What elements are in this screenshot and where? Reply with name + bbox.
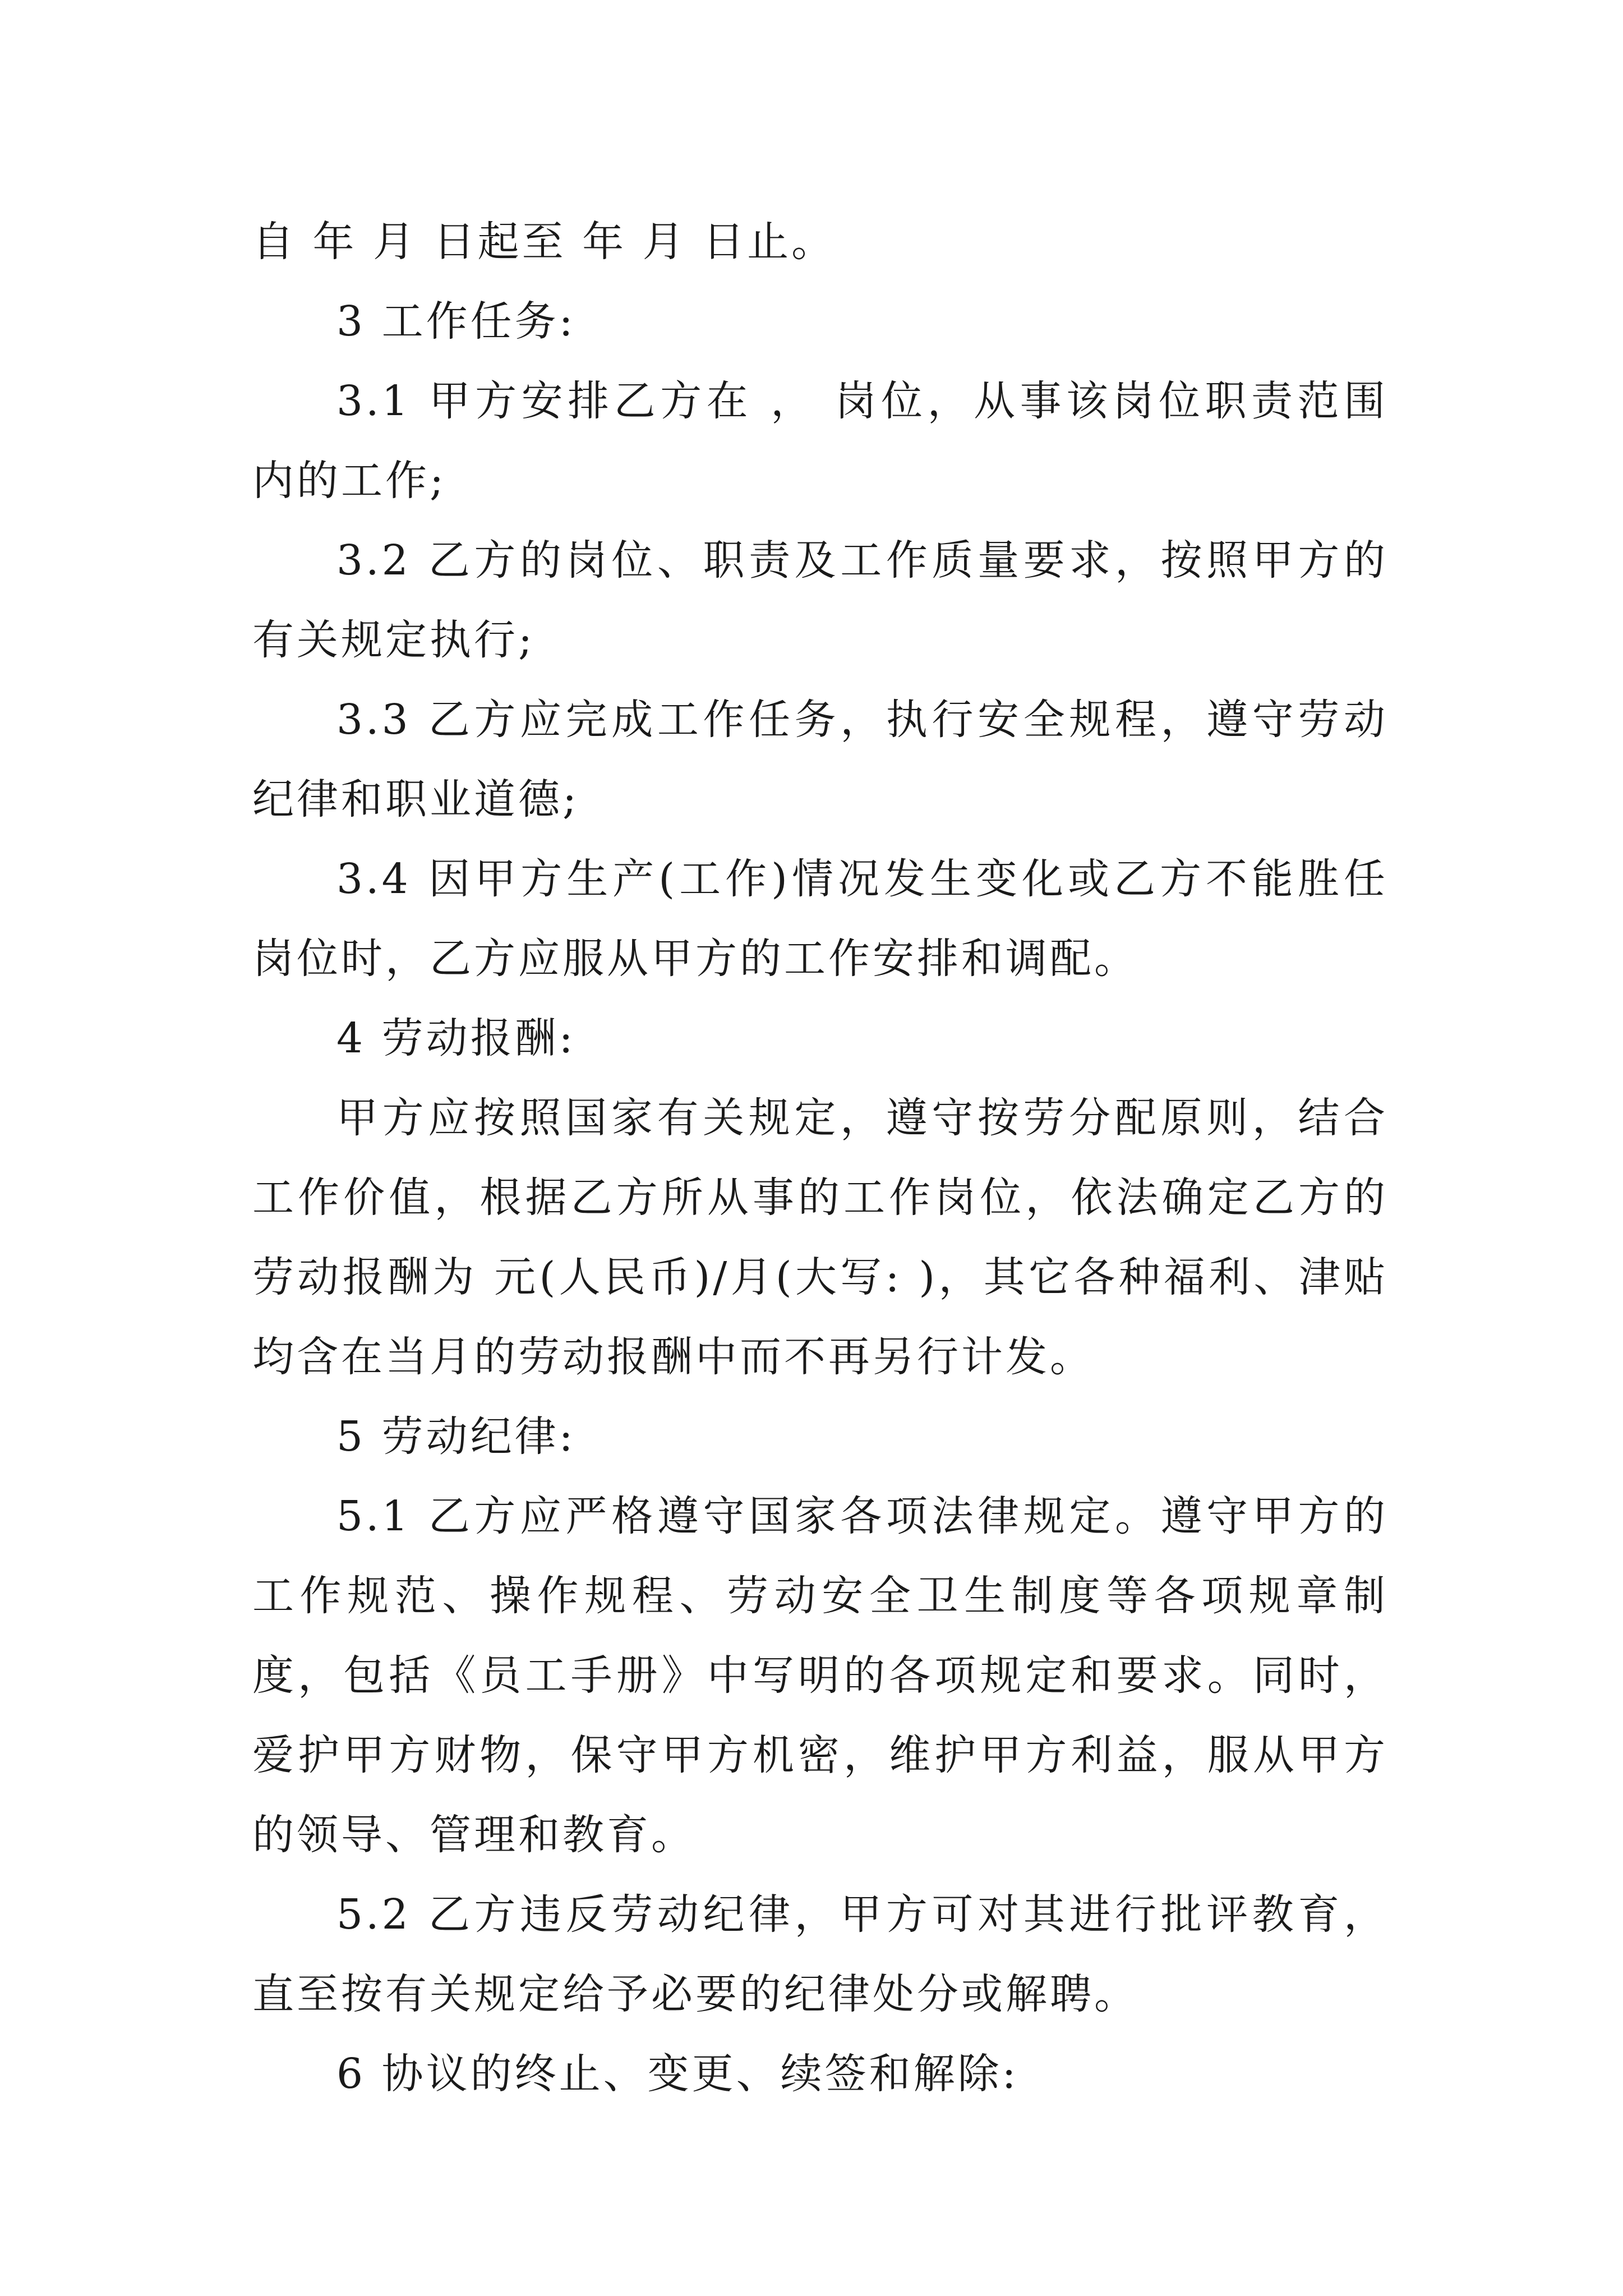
heading-work-tasks: 3 工作任务: xyxy=(336,297,576,346)
heading-termination: 6 协议的终止、变更、续签和解除: xyxy=(336,2050,1019,2098)
clause-5-1: 5.1 乙方应严格遵守国家各项法律规定。遵守甲方的工作规范、操作规程、劳动安全卫生制度等各项规章制度，包括《员工手册》中写明的各项规定和要求。同时，爱护甲方财物，保守甲方机密，维护甲方利益，服从甲方的领导、管理和教育。 xyxy=(252,1492,1388,1859)
document-body xyxy=(252,202,1388,2114)
clause-3-1: 3.1 甲方安排乙方在 ， 岗位，从事该岗位职责范围内的工作; xyxy=(252,377,1388,505)
clause-3-2: 3.2 乙方的岗位、职责及工作质量要求，按照甲方的有关规定执行; xyxy=(252,536,1388,664)
clause-3-3: 3.3 乙方应完成工作任务，执行安全规程，遵守劳动纪律和职业道德; xyxy=(252,696,1388,823)
heading-labor-discipline: 5 劳动纪律: xyxy=(336,1412,576,1461)
clause-remuneration: 甲方应按照国家有关规定，遵守按劳分配原则，结合工作价值，根据乙方所从事的工作岗位，依法确定乙方的劳动报酬为 元(人民币)/月(大写: )，其它各种福利、津贴均含在当月的劳动报酬中而不再另行计发。 xyxy=(252,1094,1388,1381)
clause-3-4: 3.4 因甲方生产(工作)情况发生变化或乙方不能胜任岗位时，乙方应服从甲方的工作安排和调配。 xyxy=(252,855,1388,983)
clause-5-2: 5.2 乙方违反劳动纪律，甲方可对其进行批评教育，直至按有关规定给予必要的纪律处分或解聘。 xyxy=(252,1890,1388,2018)
heading-remuneration: 4 劳动报酬: xyxy=(336,1014,576,1062)
paragraph-term-dates: 自 年 月 日起至 年 月 日止。 xyxy=(252,218,836,266)
